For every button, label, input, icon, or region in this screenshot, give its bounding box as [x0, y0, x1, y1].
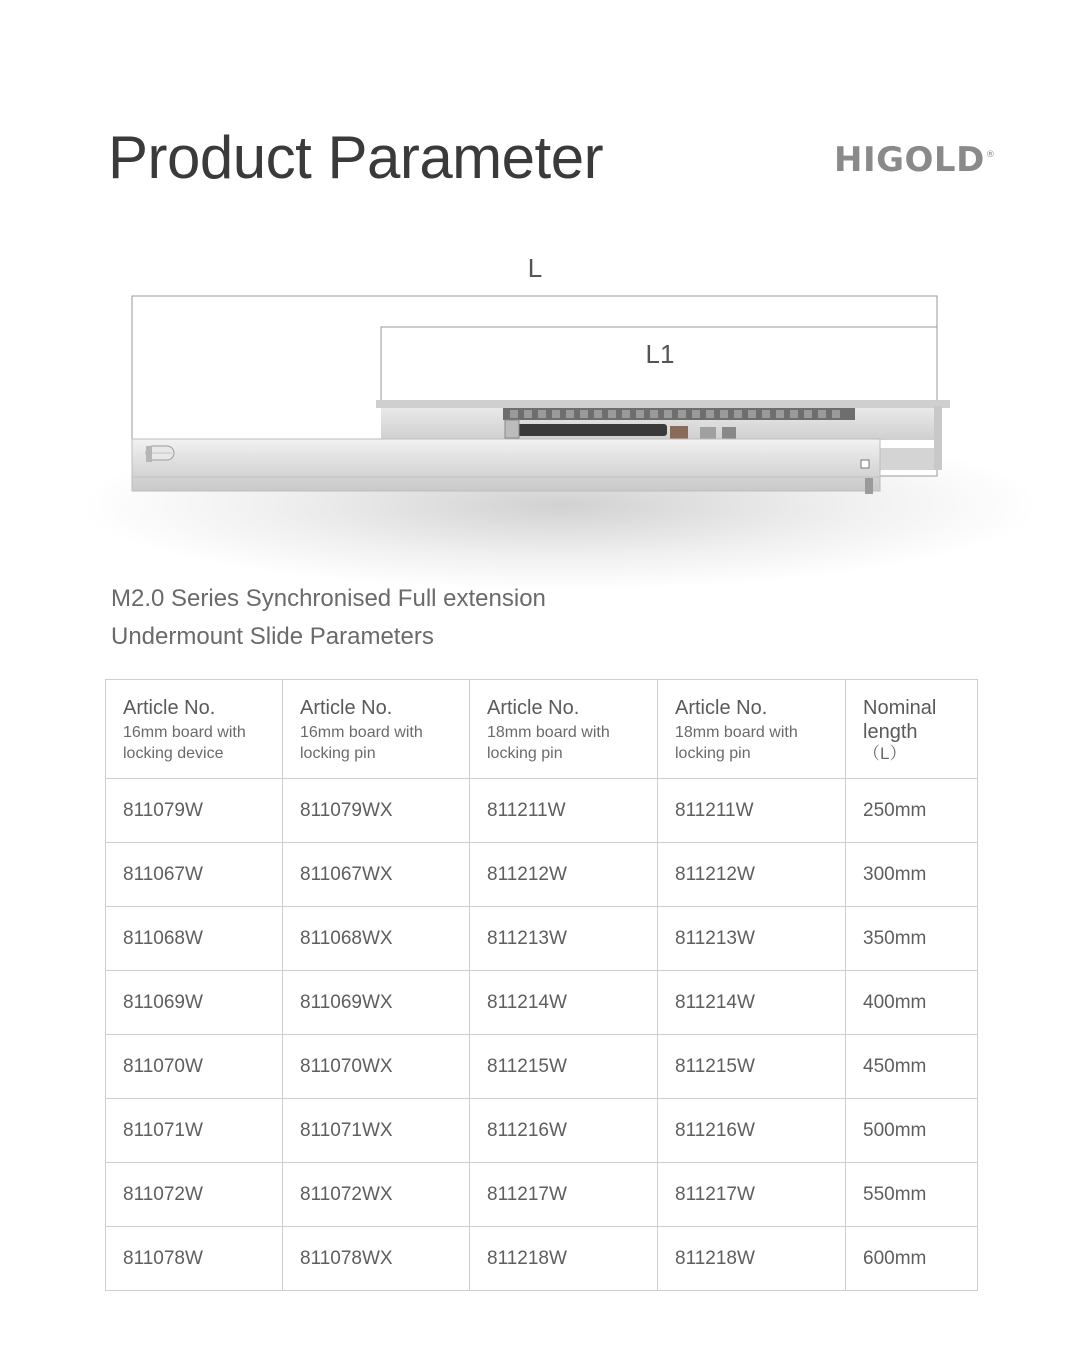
header-article-16mm-locking-pin: Article No. 16mm board with locking pin: [283, 680, 470, 779]
table-row: [106, 1163, 978, 1227]
table-cell: 811215W: [470, 1035, 658, 1099]
table-cell: 811071W: [106, 1099, 283, 1163]
locking-device: [146, 446, 174, 462]
registered-mark: ®: [985, 149, 996, 160]
table-row: [106, 971, 978, 1035]
table-cell: 811212W: [470, 843, 658, 907]
table-cell: 400mm: [846, 971, 978, 1035]
table-cell: 811078WX: [283, 1227, 470, 1291]
table-row: [106, 779, 978, 843]
table-cell: 811072W: [106, 1163, 283, 1227]
table-cell: 811070WX: [283, 1035, 470, 1099]
table-cell: 811218W: [470, 1227, 658, 1291]
table-cell: 600mm: [846, 1227, 978, 1291]
series-title-line-2: Undermount Slide Parameters: [111, 623, 434, 650]
table-cell: 811211W: [470, 779, 658, 843]
series-title-line-1: M2.0 Series Synchronised Full extension: [111, 585, 546, 612]
table-cell: 811217W: [658, 1163, 846, 1227]
table-cell: 300mm: [846, 843, 978, 907]
main-rail: [132, 439, 880, 491]
dimension-label-l: L: [527, 253, 543, 283]
upper-profile: [376, 400, 950, 408]
table-cell: 811068W: [106, 907, 283, 971]
header-article-18mm-locking-pin-2: Article No. 18mm board with locking pin: [658, 680, 846, 779]
table-cell: 811216W: [470, 1099, 658, 1163]
table-cell: 811070W: [106, 1035, 283, 1099]
table-row: [106, 907, 978, 971]
rail-end-clip: [861, 460, 869, 468]
table-cell: 811214W: [658, 971, 846, 1035]
table-cell: 811068WX: [283, 907, 470, 971]
table-header-row: [106, 680, 978, 779]
table-cell: 811067W: [106, 843, 283, 907]
brand-logo: [834, 140, 994, 182]
table-cell: 450mm: [846, 1035, 978, 1099]
series-heading: [111, 580, 731, 656]
table-cell: 811072WX: [283, 1163, 470, 1227]
slide-dimension-diagram: [0, 230, 1082, 590]
header-article-18mm-locking-pin: Article No. 18mm board with locking pin: [470, 680, 658, 779]
header-article-16mm-locking-device: Article No. 16mm board with locking device: [106, 680, 283, 779]
table-cell: 811218W: [658, 1227, 846, 1291]
table-cell: 350mm: [846, 907, 978, 971]
table-cell: 811079W: [106, 779, 283, 843]
table-cell: 811078W: [106, 1227, 283, 1291]
table-cell: 811069WX: [283, 971, 470, 1035]
table-row: [106, 1099, 978, 1163]
header-nominal-length: Nominal length （L）: [846, 680, 978, 779]
table-cell: 811067WX: [283, 843, 470, 907]
table-cell: 811079WX: [283, 779, 470, 843]
table-cell: 811217W: [470, 1163, 658, 1227]
damper-cylinder: [517, 424, 667, 436]
brand-name: HIGOLD: [834, 140, 985, 180]
table-row: [106, 843, 978, 907]
table-cell: 550mm: [846, 1163, 978, 1227]
table-cell: 811216W: [658, 1099, 846, 1163]
table-cell: 811212W: [658, 843, 846, 907]
parameter-table: [105, 679, 978, 1291]
table-cell: 500mm: [846, 1099, 978, 1163]
table-cell: 811213W: [470, 907, 658, 971]
table-cell: 250mm: [846, 779, 978, 843]
table-cell: 811071WX: [283, 1099, 470, 1163]
page-title: Product Parameter: [108, 124, 604, 191]
table-cell: 811215W: [658, 1035, 846, 1099]
table-cell: 811211W: [658, 779, 846, 843]
table-row: [106, 1227, 978, 1291]
table-cell: 811069W: [106, 971, 283, 1035]
table-row: [106, 1035, 978, 1099]
table-cell: 811214W: [470, 971, 658, 1035]
table-cell: 811213W: [658, 907, 846, 971]
dimension-label-l1: L1: [645, 339, 675, 369]
